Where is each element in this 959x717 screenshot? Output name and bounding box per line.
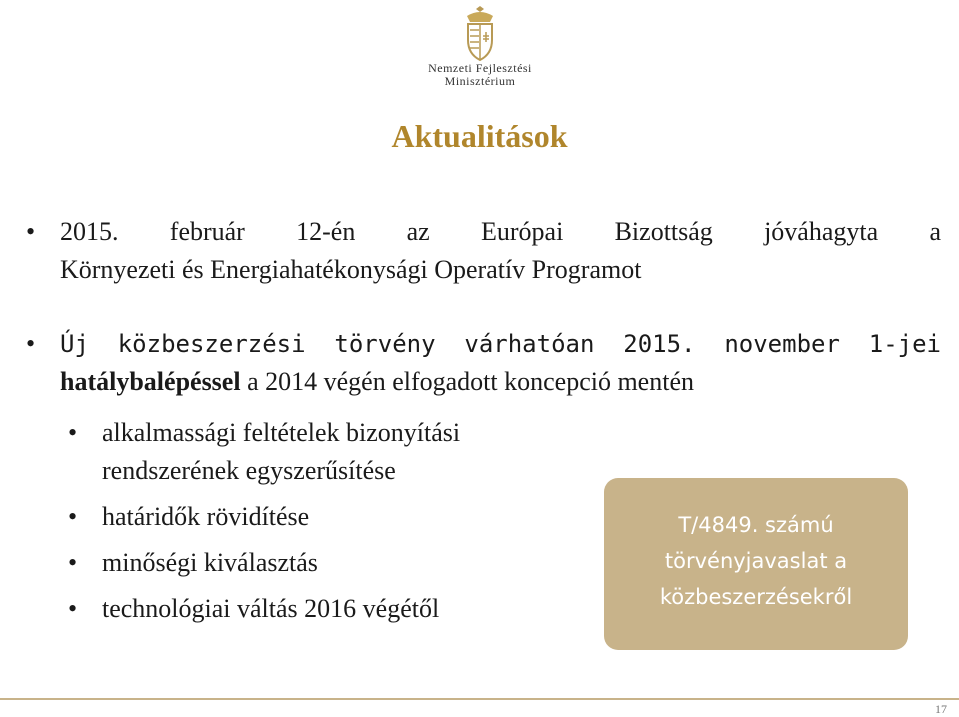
bullet-1-line1: 2015. február 12-én az Európai Bizottság jóváhagyta a: [60, 217, 941, 246]
bullet-1-line2: Környezeti és Energiahatékonysági Operatív Programot: [60, 255, 642, 284]
callout-line3: közbeszerzésekről: [659, 585, 853, 609]
sub-bullet-text: minőségi kiválasztás: [102, 548, 318, 577]
footer-divider: [0, 698, 959, 700]
callout-line2: törvényjavaslat a: [664, 549, 848, 573]
bullet-2: [26, 325, 941, 401]
bullet-dot: •: [26, 217, 36, 246]
sub-bullet-item: • minőségi kiválasztás: [68, 548, 318, 577]
sub-bullet-text: technológiai váltás 2016 végétől: [102, 594, 440, 623]
bullet-2-line2-bold: hatálybalépéssel: [60, 367, 241, 396]
sub-bullet-text: határidők rövidítése: [102, 502, 310, 531]
bullet-2-line2-rest: a 2014 végén elfogadott koncepció mentén: [240, 367, 694, 396]
bullet-1: [26, 213, 941, 289]
hungarian-coat-of-arms-icon: [455, 4, 505, 64]
ministry-name: [400, 62, 560, 88]
sub-bullet-item: • határidők rövidítése: [68, 502, 310, 531]
slide-title: Aktualitások: [391, 118, 568, 154]
bullet-2-line1: Új közbeszerzési törvény várhatóan 2015. november 1-jei: [60, 330, 941, 358]
bill-callout-box: [604, 478, 908, 650]
sub-bullet-item: • technológiai váltás 2016 végétől: [68, 594, 440, 623]
bullet-dot: •: [26, 329, 36, 358]
sub-bullet-list: [68, 414, 588, 636]
sub-bullet-text: alkalmassági feltételek bizonyítási rendszerének egyszerűsítése: [102, 418, 461, 485]
ministry-name-line2: Minisztérium: [444, 74, 516, 88]
callout-line1: T/4849. számú: [678, 513, 834, 537]
sub-bullet-item: • alkalmassági feltételek bizonyítási rendszerének egyszerűsítése: [68, 418, 461, 485]
page-number: 17: [935, 702, 947, 716]
ministry-name-line1: Nemzeti Fejlesztési: [428, 61, 532, 75]
